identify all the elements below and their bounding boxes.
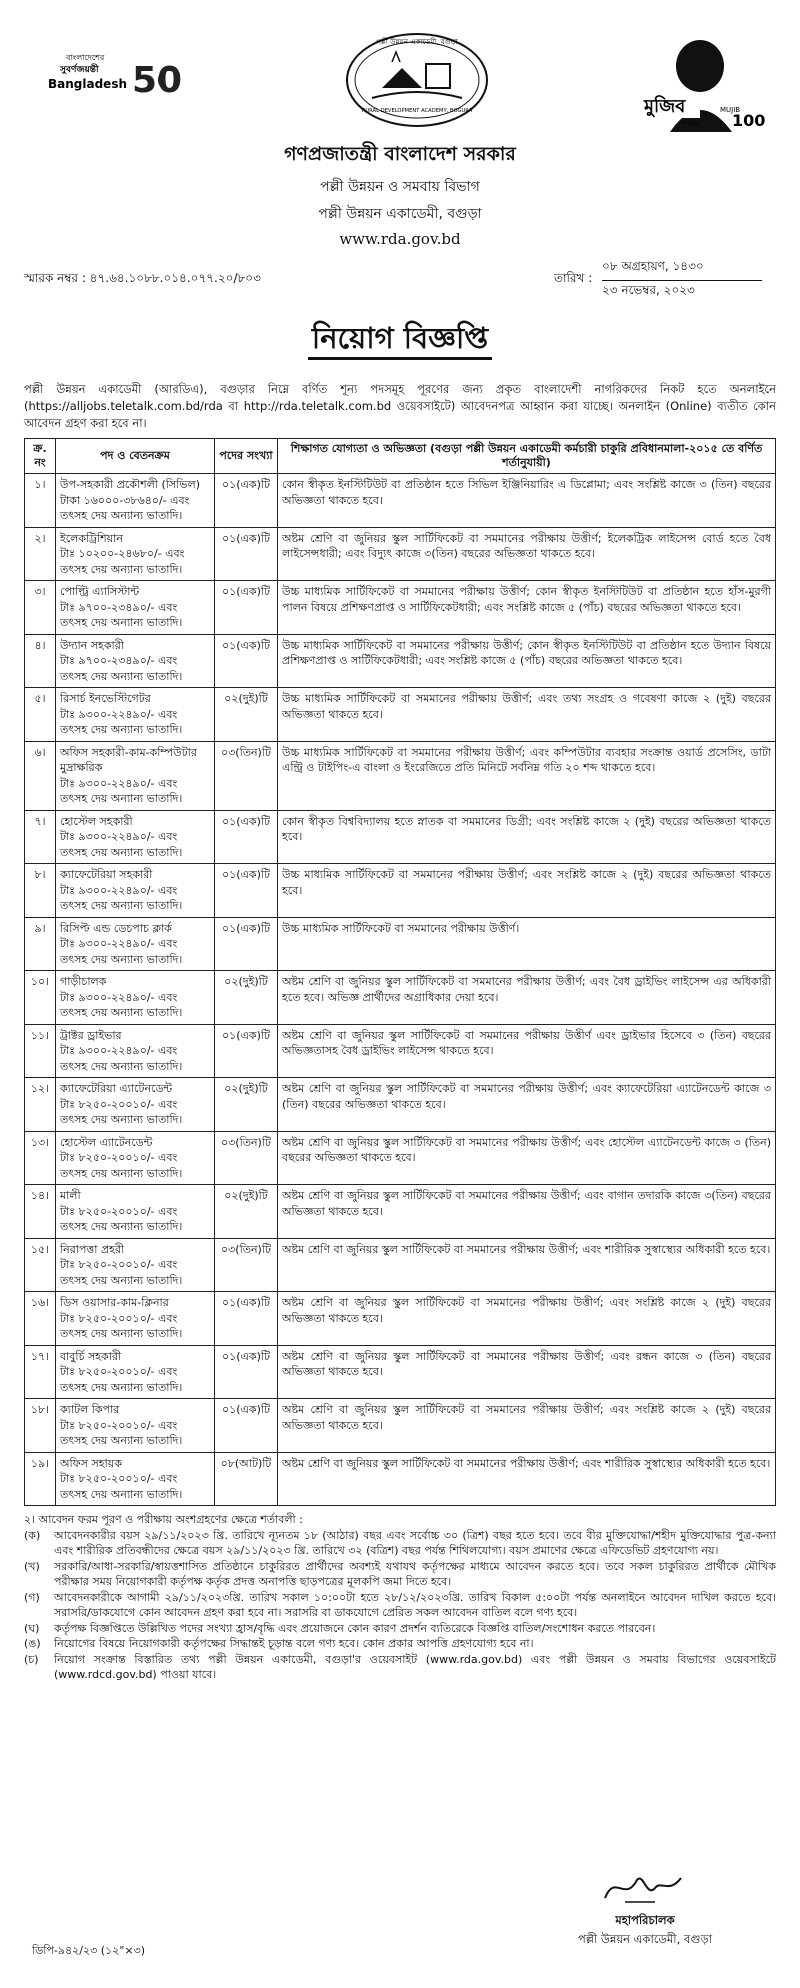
cell-count: ০২(দুই)টি [215,1185,278,1239]
cell-serial: ১৬। [25,1292,56,1346]
cell-post [56,971,215,1025]
emblem-bottom-text: RURAL DEVELOPMENT ACADEMY, BOGURA [361,108,473,114]
cell-post [56,1078,215,1132]
table-row [25,1024,776,1078]
table-row [25,864,776,918]
post-name: ইলেকট্রিশিয়ান [60,531,123,545]
cell-qualification: অষ্টম শ্রেণি বা জুনিয়র স্কুল সার্টিফিকেট বা সমমানের পরীক্ষায় উত্তীর্ণ এবং ড্রাইভার হিসেবে ৩ (তিন) বছরের অভিজ্ঞতাসহ বৈধ ড্রাইভিং লাইসেন্স থাকতে হবে। [278,1024,776,1078]
table-row [25,1345,776,1399]
condition-item [24,1652,776,1683]
cell-post [56,1345,215,1399]
cell-qualification: অষ্টম শ্রেণি বা জুনিয়র স্কুল সার্টিফিকেট বা সমমানের পরীক্ষায় উত্তীর্ণ; এবং সংশ্লিষ্ট কাজে ২ (দুই) বছরের অভিজ্ঞতা থাকতে হবে। [278,1292,776,1346]
post-allowance: তৎসহ দেয় অন্যান্য ভাতাদি। [60,1006,183,1019]
post-name: ডিস ওয়াসার-কাম-ক্লিনার [60,1296,169,1309]
table-row [25,1131,776,1185]
post-pay-scale: টাঃ ৮২৫০-২০০১০/- এবং [60,1258,178,1271]
government-heading [24,140,776,248]
cell-qualification: অষ্টম শ্রেণি বা জুনিয়র স্কুল সার্টিফিকেট বা সমমানের পরীক্ষায় উত্তীর্ণ; এবং রন্ধন কাজে ৩ (তিন) বছরের অভিজ্ঞতা থাকতে হবে। [278,1345,776,1399]
logo-left-line-3: Bangladesh [48,77,128,91]
post-pay-scale: টাঃ ৮২৫০-২০০১০/- এবং [60,1151,178,1164]
post-name: ক্যাফেটেরিয়া সহকারী [60,868,153,881]
cell-count: ০৮(আট)টি [215,1452,278,1506]
post-pay-scale: টাঃ ৯৭০০-২৩৪৯০/- এবং [60,654,178,667]
logo-left-line-2: সুবর্ণজয়ন্তী [60,65,99,75]
table-row [25,741,776,810]
cell-post [56,741,215,810]
post-name: হোস্টেল সহকারী [60,814,133,828]
post-pay-scale: টাঃ ৯৩০০-২২৪৯০/- এবং [60,883,178,897]
emblem-top-text: পল্লী উন্নয়ন একাডেমী, বগুড়া [376,38,458,46]
cell-count: ০১(এক)টি [215,527,278,581]
cell-count: ০১(এক)টি [215,1024,278,1078]
post-pay-scale: টাঃ ৯৩০০-২২৪৯০/- এবং [60,830,178,843]
cell-qualification: অষ্টম শ্রেণি বা জুনিয়র স্কুল সার্টিফিকেট বা সমমানের পরীক্ষায় উত্তীর্ণ; এবং শারীরিক সুস্বাস্থ্যের অধিকারী হতে হবে। [278,1452,776,1506]
cell-serial: ১৪। [25,1185,56,1239]
print-code: ডিপি-৯৪২/২৩ (১২"×৩) [32,1944,146,1957]
post-pay-scale: টাঃ ৯৩০০-২২৪৯০/- এবং [60,707,178,721]
cell-count: ০২(দুই)টি [215,1078,278,1132]
cell-serial: ১৮। [25,1399,56,1453]
post-pay-scale: টাঃ ৮২৫০-২০০১০/- এবং [60,1472,178,1485]
post-pay-scale: টাকা ১৬০০০-৩৮৬৪০/- এবং [60,493,190,507]
conditions [24,1512,776,1683]
cell-count: ০১(এক)টি [215,864,278,918]
table-row [25,1185,776,1239]
cell-serial: ৭। [25,810,56,864]
cell-serial: ৫। [25,688,56,742]
table-row [25,1238,776,1292]
table-row [25,1078,776,1132]
post-allowance: তৎসহ দেয় অন্যান্য ভাতাদি। [60,723,183,736]
cell-qualification: অষ্টম শ্রেণি বা জুনিয়র স্কুল সার্টিফিকেট বা সমমানের পরীক্ষায় উত্তীর্ণ; এবং সংশ্লিষ্ট কাজে ২ (দুই) বছরের অভিজ্ঞতা থাকতে হবে। [278,1399,776,1453]
condition-key: (খ) [24,1559,40,1573]
cell-count: ০৩(তিন)টি [215,741,278,810]
table-row [25,971,776,1025]
condition-text: নিয়োগ সংক্রান্ত বিস্তারিত তথ্য পল্লী উন্নয়ন একাডেমী, বগুড়া'র ওয়েবসাইট (www.rda.gov.bd) এবং পল্লী উন্নয়ন ও সমবায় বিভাগের ওয়েবসাইটে (www.rdcd.gov.bd) পাওয়া যাবে। [54,1652,776,1681]
table-row [25,810,776,864]
cell-post [56,581,215,635]
post-name: অফিস সহকারী-কাম-কম্পিউটার মুদ্রাক্ষরিক [60,745,197,774]
signature-block [530,1868,760,1950]
condition-item [24,1590,776,1621]
table-row [25,634,776,688]
cell-qualification: অষ্টম শ্রেণি বা জুনিয়র স্কুল সার্টিফিকেট বা সমমানের পরীক্ষায় উত্তীর্ণ; এবং বাগান তদারকি কাজে ৩(তিন) বছরের অভিজ্ঞতা থাকতে হবে। [278,1185,776,1239]
cell-post [56,474,215,528]
condition-key: (ক) [24,1528,41,1542]
cell-qualification: অষ্টম শ্রেণি বা জুনিয়র স্কুল সার্টিফিকেট বা সমমানের পরীক্ষায় উত্তীর্ণ; এবং হোস্টেল এ্যাটেনডেন্ট কাজে ৩ (তিন) বছরের অভিজ্ঞতা থাকতে হবে। [278,1131,776,1185]
conditions-heading: ২। আবেদন ফরম পূরণ ও পরীক্ষায় অংশগ্রহণের ক্ষেত্রে শর্তাবলী : [24,1513,303,1526]
post-allowance: তৎসহ দেয় অন্যান্য ভাতাদি। [60,1220,183,1233]
post-pay-scale: টাঃ ৮২৫০-২০০১০/- এবং [60,1097,178,1111]
cell-count: ০৩(তিন)টি [215,1131,278,1185]
table-row [25,581,776,635]
table-row [25,1399,776,1453]
post-allowance: তৎসহ দেয় অন্যান্য ভাতাদি। [60,669,183,683]
post-allowance: তৎসহ দেয় অন্যান্য ভাতাদি। [60,1380,183,1394]
logo-right-text-1: মুজিব [644,96,686,117]
signatory-designation: মহাপরিচালক [615,1913,675,1927]
header [24,22,776,132]
date-english: ২৩ নভেম্বর, ২০২৩ [602,283,695,297]
cell-qualification: অষ্টম শ্রেণি বা জুনিয়র স্কুল সার্টিফিকেট বা সমমানের পরীক্ষায় উত্তীর্ণ; এবং বৈধ ড্রাইভিং লাইসেন্স এর অধিকারী হতে হবে। অভিজ্ঞ প্রার্থীদের অগ্রাধিকার দেয়া হবে। [278,971,776,1025]
vacancy-rows [25,474,776,1506]
cell-qualification: অষ্টম শ্রেণি বা জুনিয়র স্কুল সার্টিফিকেট বা সমমানের পরীক্ষায় উত্তীর্ণ; এবং শারীরিক সুস্বাস্থ্যের অধিকারী হতে হবে। [278,1238,776,1292]
header-count: পদের সংখ্যা [215,439,278,474]
cell-count: ০১(এক)টি [215,634,278,688]
post-name: গাড়ীচালক [60,975,107,988]
cell-serial: ১৭। [25,1345,56,1399]
post-allowance: তৎসহ দেয় অন্যান্য ভাতাদি। [60,899,183,912]
conditions-list [24,1528,776,1683]
cell-serial: ১। [25,474,56,528]
memo-number: স্মারক নম্বর : ৪৭.৬৪.১০৮৮.০১৪.০৭৭.২০/৮০৩ [24,271,261,285]
post-name: উদ্যান সহকারী [60,638,124,652]
condition-item [24,1636,776,1652]
cell-post [56,1024,215,1078]
header-serial: ক্র. নং [25,439,56,474]
condition-text: সরকারি/আধা-সরকারি/স্বায়ত্তশাসিত প্রতিষ্ঠানে চাকুরিরত প্রার্থীদের অবশ্যই যথাযথ কর্তৃপক্ষের মাধ্যমে আবেদন করতে হবে। তবে সকল চাকুরিরত প্রার্থীকে মৌখিক পরীক্ষার সময় নিয়োগকারী কর্তৃপক্ষ কর্তৃক প্রদত্ত অনাপত্তি ছাড়পত্রের মূলকপি জমা দিতে হবে। [54,1559,776,1588]
logo-right-number: 100 [732,111,766,130]
signatory-office: পল্লী উন্নয়ন একাডেমী, বগুড়া [577,1932,713,1946]
cell-post [56,634,215,688]
table-row [25,1292,776,1346]
post-pay-scale: টাঃ ৮২৫০-২০০১০/- এবং [60,1311,178,1325]
logo-right-text-3: MUJIB [720,106,741,114]
cell-serial: ১৯। [25,1452,56,1506]
notice-title-text: নিয়োগ বিজ্ঞপ্তি [308,321,492,360]
website-text: www.rda.gov.bd [339,230,461,248]
cell-serial: ৬। [25,741,56,810]
cell-post [56,1452,215,1506]
cell-count: ০১(এক)টি [215,1345,278,1399]
cell-serial: ৪। [25,634,56,688]
cell-serial: ৯। [25,917,56,971]
cell-qualification: কোন স্বীকৃত ইনস্টিটিউট বা প্রতিষ্ঠান হতে সিভিল ইঞ্জিনিয়ারিং এ ডিপ্লোমা; এবং সংশ্লিষ্ট কাজে ৩ (তিন) বছরের অভিজ্ঞতা থাকতে হবে। [278,474,776,528]
cell-post [56,1131,215,1185]
cell-qualification: কোন স্বীকৃত বিশ্ববিদ্যালয় হতে স্নাতক বা সমমানের ডিগ্রী; এবং সংশ্লিষ্ট কাজে ২ (দুই) বছরের অভিজ্ঞতা থাকতে হবে। [278,810,776,864]
cell-post [56,1185,215,1239]
table-row [25,917,776,971]
cell-post [56,688,215,742]
post-allowance: তৎসহ দেয় অন্যান্য ভাতাদি। [60,792,183,805]
post-name: হোস্টেল এ্যাটেনডেন্ট [60,1135,153,1149]
post-pay-scale: টাঃ ১০২০০-২৪৬৮০/- এবং [60,547,185,560]
post-pay-scale: টাঃ ৯৭০০-২৩৪৯০/- এবং [60,600,178,614]
post-allowance: তৎসহ দেয় অন্যান্য ভাতাদি। [60,845,183,859]
rda-academy-emblem [342,28,492,133]
condition-key: (ঙ) [24,1637,41,1650]
table-header-row [25,439,776,474]
condition-text: নিয়োগের বিষয়ে নিয়োগকারী কর্তৃপক্ষের সিদ্ধান্তই চূড়ান্ত বলে গণ্য হবে। কোন প্রকার আপত্তি গ্রহণযোগ্য হবে না। [54,1637,534,1650]
cell-count: ০১(এক)টি [215,474,278,528]
post-allowance: তৎসহ দেয় অন্যান্য ভাতাদি। [60,1327,183,1340]
date-bangla: ০৮ অগ্রহায়ণ, ১৪৩০ [602,258,762,281]
condition-text: আবেদনকারীকে আগামী ২৯/১১/২০২৩খ্রি. তারিখ সকাল ১০:০০টা হতে ২৮/১২/২০২৩খ্রি. তারিখ বিকাল ৫:০০টা পর্যন্ত অনলাইনে আবেদন দাখিল করতে হবে। সরাসরি/ডাকযোগে কোন আবেদন গ্রহণ করা হবে না। সরাসরি বা ডাকযোগে প্রেরিত সকল আবেদন বাতিল বলে গণ্য হবে। [54,1590,776,1619]
cell-qualification: অষ্টম শ্রেণি বা জুনিয়র স্কুল সার্টিফিকেট বা সমমানের পরীক্ষায় উত্তীর্ণ; এবং ক্যাফেটেরিয়া এ্যাটেনডেন্ট কাজে ৩ (তিন) বছরের অভিজ্ঞতা থাকতে হবে। [278,1078,776,1132]
cell-count: ০৩(তিন)টি [215,1238,278,1292]
table-row [25,527,776,581]
cell-serial: ১০। [25,971,56,1025]
condition-key: (ঘ) [24,1621,40,1635]
cell-qualification: উচ্চ মাধ্যমিক সার্টিফিকেট বা সমমানের পরীক্ষায় উত্তীর্ণ; এবং কম্পিউটার ব্যবহার সংক্রান্ত ওয়ার্ড প্রসেসিং, ডাটা এন্ট্রি ও টাইপিং-এ বাংলা ও ইংরেজিতে প্রতি মিনিটে সর্বনিম্ন গতি ২০ শব্দ থাকতে হবে। [278,741,776,810]
government-title: গণপ্রজাতন্ত্রী বাংলাদেশ সরকার [284,143,516,165]
cell-qualification: উচ্চ মাধ্যমিক সার্টিফিকেট বা সমমানের পরীক্ষায় উত্তীর্ণ। [278,917,776,971]
cell-serial: ৮। [25,864,56,918]
table-row [25,1452,776,1506]
condition-item [24,1528,776,1559]
cell-qualification: উচ্চ মাধ্যমিক সার্টিফিকেট বা সমমানের পরীক্ষায় উত্তীর্ণ; কোন স্বীকৃত ইনস্টিটিউট বা প্রতিষ্ঠান হতে উদ্যান বিষয়ে প্রশিক্ষণপ্রাপ্ত ও সার্টিফিকেটধারী; এবং সংশ্লিষ্ট কাজে ৫ (পাঁচ) বছরের অভিজ্ঞতা থাকতে হবে। [278,634,776,688]
cell-qualification: অষ্টম শ্রেণি বা জুনিয়র স্কুল সার্টিফিকেট বা সমমানের পরীক্ষায় উত্তীর্ণ; ইলেকট্রিক লাইসেন্স বোর্ড হতে বৈধ লাইসেন্সধারী; এবং বিদ্যুৎ কাজে ৩(তিন) বছরের অভিজ্ঞতা থাকতে হবে। [278,527,776,581]
condition-key: (চ) [24,1652,39,1666]
header-qualification: শিক্ষাগত যোগ্যতা ও অভিজ্ঞতা (বগুড়া পল্লী উন্নয়ন একাডেমী কর্মচারী চাকুরি প্রবিধানমালা-২০১৫ তে বর্ণিত শর্তানুযায়ী) [278,439,776,474]
cell-post [56,1292,215,1346]
post-pay-scale: টাঃ ৯৩০০-২২৪৯০/- এবং [60,1044,178,1057]
post-pay-scale: টাঃ ৯৩০০-২২৪৯০/- এবং [60,937,178,950]
cell-qualification: উচ্চ মাধ্যমিক সার্টিফিকেট বা সমমানের পরীক্ষায় উত্তীর্ণ; এবং সংশ্লিষ্ট কাজে ২ (দুই) বছরের অভিজ্ঞতা থাকতে হবে। [278,864,776,918]
post-allowance: তৎসহ দেয় অন্যান্য ভাতাদি। [60,1434,183,1447]
post-allowance: তৎসহ দেয় অন্যান্য ভাতাদি। [60,616,183,629]
post-pay-scale: টাঃ ৯৩০০-২২৪৯০/- এবং [60,990,178,1004]
post-allowance: তৎসহ দেয় অন্যান্য ভাতাদি। [60,1059,183,1073]
post-name: উপ-সহকারী প্রকৌশলী (সিভিল) [60,478,200,491]
condition-text: কর্তৃপক্ষ বিজ্ঞপ্তিতে উল্লিখিত পদের সংখ্যা হ্রাস/বৃদ্ধি এবং প্রয়োজনে কোন কারণ প্রদর্শন ব্যতিরেকে বিজ্ঞপ্তি বাতিল/সংশোধন করতে পারবেন। [54,1621,656,1635]
post-allowance: তৎসহ দেয় অন্যান্য ভাতাদি। [60,1273,183,1287]
notice-title [24,316,776,365]
signature-mark [585,1868,705,1908]
post-name: পোল্ট্রি এ্যাসিস্টান্ট [60,585,140,598]
reference-row [24,256,776,302]
post-name: রিসার্চ ইনভেস্টিগেটর [60,692,151,705]
cell-count: ০১(এক)টি [215,917,278,971]
post-pay-scale: টাঃ ৮২৫০-২০০১০/- এবং [60,1204,178,1218]
post-name: রিসিপ্ট এন্ড ডেচপাচ ক্লার্ক [60,921,172,935]
post-name: বাবুর্চি সহকারী [60,1349,122,1363]
cell-post [56,527,215,581]
post-pay-scale: টাঃ ৮২৫০-২০০১০/- এবং [60,1418,178,1432]
table-row [25,688,776,742]
cell-count: ০১(এক)টি [215,1399,278,1453]
cell-serial: ১১। [25,1024,56,1078]
post-allowance: তৎসহ দেয় অন্যান্য ভাতাদি। [60,952,183,966]
post-pay-scale: টাঃ ৯৩০০-২২৪৯০/- এবং [60,776,178,790]
condition-item [24,1621,776,1637]
post-name: ক্যাটল কিপার [60,1403,120,1416]
cell-qualification: উচ্চ মাধ্যমিক সার্টিফিকেট বা সমমানের পরীক্ষায় উত্তীর্ণ; কোন স্বীকৃত ইনস্টিটিউট বা প্রতিষ্ঠান হতে হাঁস-মুরগী পালন বিষয়ে প্রশিক্ষণপ্রাপ্ত ও সার্টিফিকেটধারী; এবং সংশ্লিষ্ট কাজে ৫ (পাঁচ) বছরের অভিজ্ঞতা থাকতে হবে। [278,581,776,635]
academy-name: পল্লী উন্নয়ন একাডেমী, বগুড়া [318,206,482,222]
post-allowance: তৎসহ দেয় অন্যান্য ভাতাদি। [60,1487,183,1501]
post-name: মালী [60,1189,81,1202]
post-allowance: তৎসহ দেয় অন্যান্য ভাতাদি। [60,562,183,576]
post-allowance: তৎসহ দেয় অন্যান্য ভাতাদি। [60,509,183,522]
cell-count: ০১(এক)টি [215,1292,278,1346]
cell-qualification: উচ্চ মাধ্যমিক সার্টিফিকেট বা সমমানের পরীক্ষায় উত্তীর্ণ; এবং তথ্য সংগ্রহ ও গবেষণা কাজে ২ (দুই) বছরের অভিজ্ঞতা থাকতে হবে। [278,688,776,742]
cell-count: ০১(এক)টি [215,581,278,635]
post-name: নিরাপত্তা প্রহরী [60,1242,125,1256]
cell-post [56,1399,215,1453]
cell-post [56,810,215,864]
post-name: ট্রাক্টর ড্রাইভার [60,1028,122,1042]
condition-key: (গ) [24,1590,40,1604]
cell-count: ০২(দুই)টি [215,688,278,742]
post-pay-scale: টাঃ ৮২৫০-২০০১০/- এবং [60,1365,178,1378]
table-row [25,474,776,528]
cell-serial: ১২। [25,1078,56,1132]
logo-left-number: 50 [132,60,183,101]
cell-count: ০২(দুই)টি [215,971,278,1025]
post-name: অফিস সহায়ক [60,1456,122,1470]
date-label: তারিখ : [554,271,593,285]
cell-post [56,864,215,918]
cell-count: ০১(এক)টি [215,810,278,864]
golden-jubilee-logo [34,40,194,110]
cell-serial: ১৫। [25,1238,56,1292]
division-name: পল্লী উন্নয়ন ও সমবায় বিভাগ [320,179,480,195]
cell-post [56,1238,215,1292]
post-name: ক্যাফেটেরিয়া এ্যাটেনডেন্ট [60,1082,173,1095]
condition-text: আবেদনকারীর বয়স ২৯/১১/২০২৩ খ্রি. তারিখে ন্যূনতম ১৮ (আঠার) বছর এবং সর্বোচ্চ ৩০ (ত্রিশ) বছর হতে হবে। তবে বীর মুক্তিযোদ্ধা/শহীদ মুক্তিযোদ্ধার পুত্র-কন্যা এবং শারীরিক প্রতিবন্ধীদের ক্ষেত্রে বয়স ২৯/১১/২০২৩ খ্রি. তারিখে ৩২ (বত্রিশ) বছর পর্যন্ত শিথিলযোগ্য। বয়স প্রমাণের ক্ষেত্রে এফিডেভিট গ্রহণযোগ্য নয়। [54,1528,776,1557]
mujib-borsho-logo [620,32,770,132]
post-allowance: তৎসহ দেয় অন্যান্য ভাতাদি। [60,1113,183,1126]
cell-post [56,917,215,971]
logo-left-line-1: বাংলাদেশের [66,53,105,62]
cell-serial: ৩। [25,581,56,635]
intro-paragraph: পল্লী উন্নয়ন একাডেমী (আরডিএ), বগুড়ার নিম্নে বর্ণিত শূন্য পদসমূহ পূরণের জন্য প্রকৃত বাংলাদেশী নাগরিকদের নিকট হতে অনলাইনে (https://alljobs.teletalk.com.bd/rda বা http://rda.teletalk.com.bd ওয়েবসাইটে) আবেদনপত্র আহ্বান করা যাচ্ছে। অনলাইন (Online) ব্যতীত কোন আবেদন গ্রহণ করা হবে না। [24,382,776,430]
vacancy-table [24,438,776,1506]
post-allowance: তৎসহ দেয় অন্যান্য ভাতাদি। [60,1166,183,1180]
cell-serial: ১৩। [25,1131,56,1185]
cell-serial: ২। [25,527,56,581]
header-post: পদ ও বেতনক্রম [56,439,215,474]
logo-right-text-2: শতবর্ষ [682,120,700,128]
condition-item [24,1559,776,1590]
